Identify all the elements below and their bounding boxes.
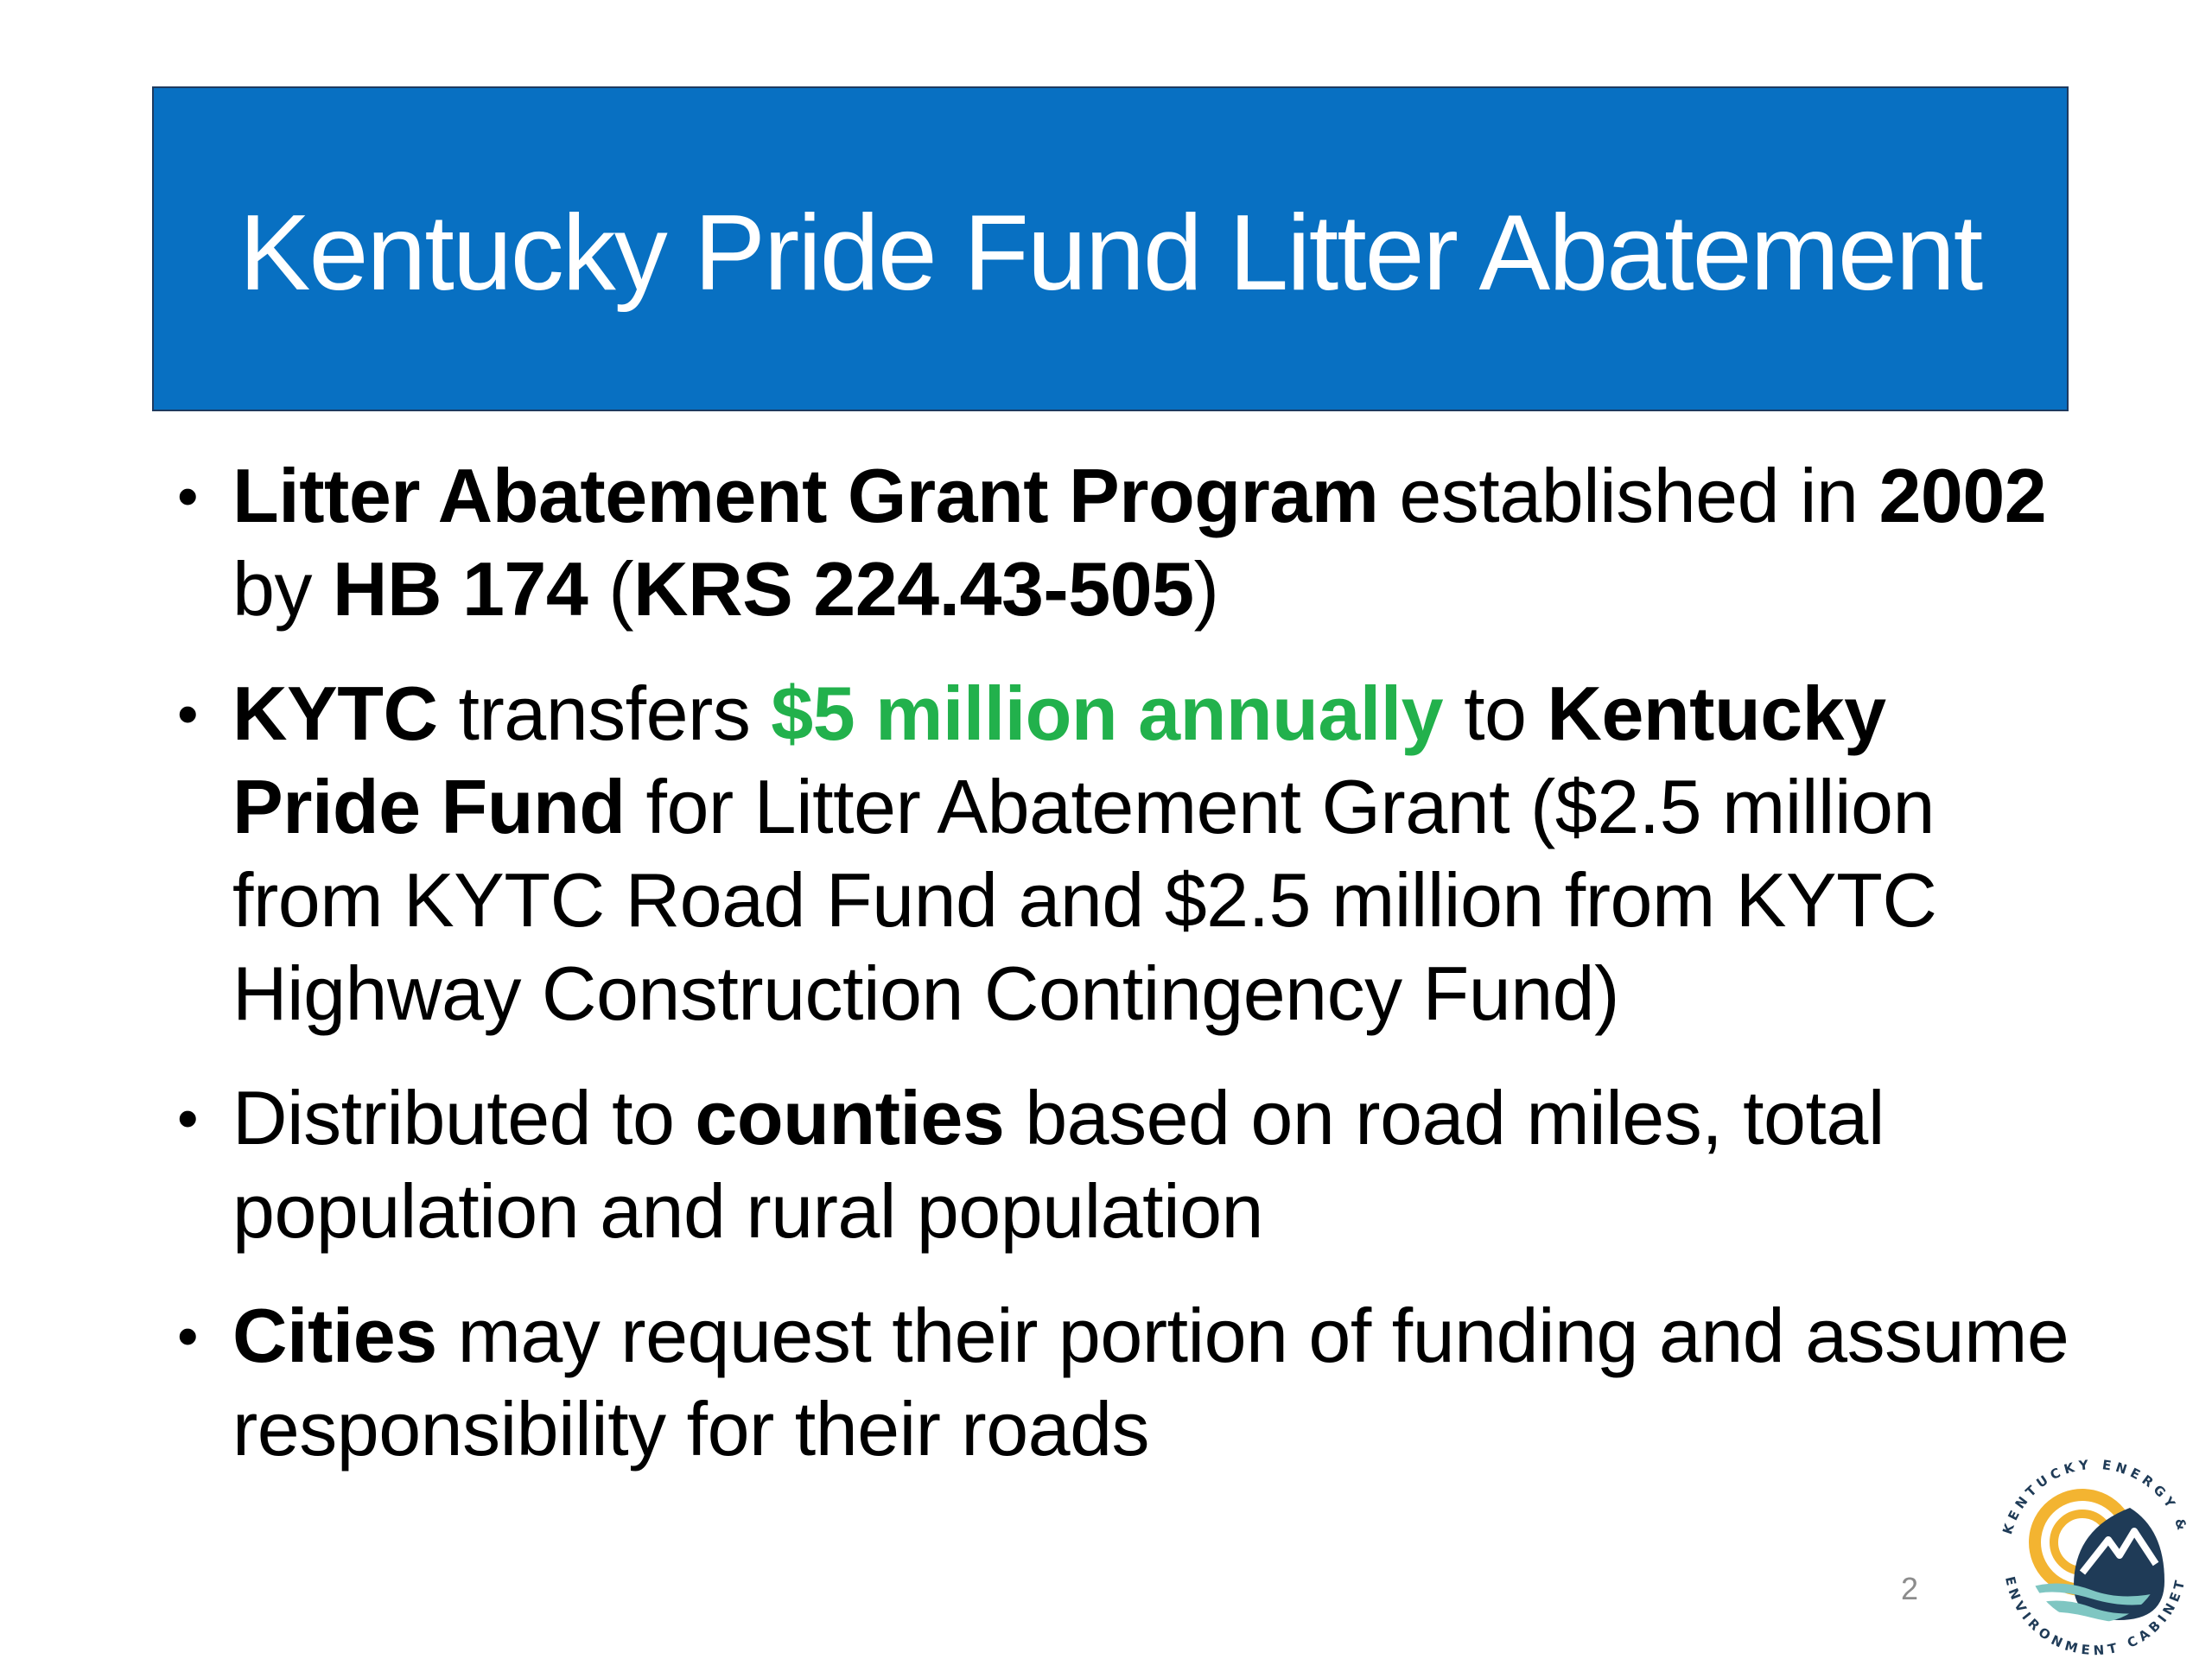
bullet-text: by (232, 546, 333, 632)
bullet-item (177, 1289, 2078, 1476)
fund-name: Kentucky Pride Fund (232, 671, 1886, 849)
statute-reference: KRS 224.43-505 (633, 546, 1194, 632)
bullet-list (177, 449, 2078, 1507)
title-banner (152, 86, 2069, 411)
bullet-item (177, 667, 2078, 1040)
recipient: Cities (232, 1293, 437, 1378)
bullet-item (177, 1071, 2078, 1258)
bullet-dot-icon: • (177, 680, 199, 747)
svg-text:KENTUCKY ENERGY &: KENTUCKY ENERGY & (1999, 1456, 2191, 1536)
slide-title: Kentucky Pride Fund Litter Abatement (238, 194, 1982, 313)
cabinet-logo-icon (1979, 1434, 2212, 1659)
agency-name: KYTC (232, 671, 438, 756)
bullet-text: established in (1378, 453, 1879, 538)
bullet-text: to (1443, 671, 1548, 756)
bullet-dot-icon: • (177, 1084, 199, 1152)
bullet-text: ( (588, 546, 634, 632)
bullet-text: for Litter Abatement Grant ($2.5 million from KYTC Road Fund and $2.5 million from KYTC Highway Construction Contingency Fund) (232, 764, 1937, 1036)
bullet-text: Distributed to (232, 1075, 696, 1160)
year: 2002 (1878, 453, 2047, 538)
bullet-text: based on road miles, total population and rural population (232, 1075, 1885, 1254)
bullet-text: may request their portion of funding and assume responsibility for their roads (232, 1293, 2069, 1471)
recipient: counties (695, 1075, 1005, 1160)
page-number: 2 (1901, 1571, 1919, 1606)
program-name: Litter Abatement Grant Program (232, 453, 1379, 538)
funding-amount: $5 million annually (771, 671, 1444, 756)
svg-text:ENVIRONMENT CABINET: ENVIRONMENT CABINET (2002, 1574, 2189, 1659)
bullet-dot-icon: • (177, 1302, 199, 1370)
bullet-text: ) (1193, 546, 1219, 632)
bullet-item (177, 449, 2078, 636)
bullet-dot-icon: • (177, 462, 199, 530)
bill-number: HB 174 (332, 546, 588, 632)
bullet-text: transfers (437, 671, 772, 756)
